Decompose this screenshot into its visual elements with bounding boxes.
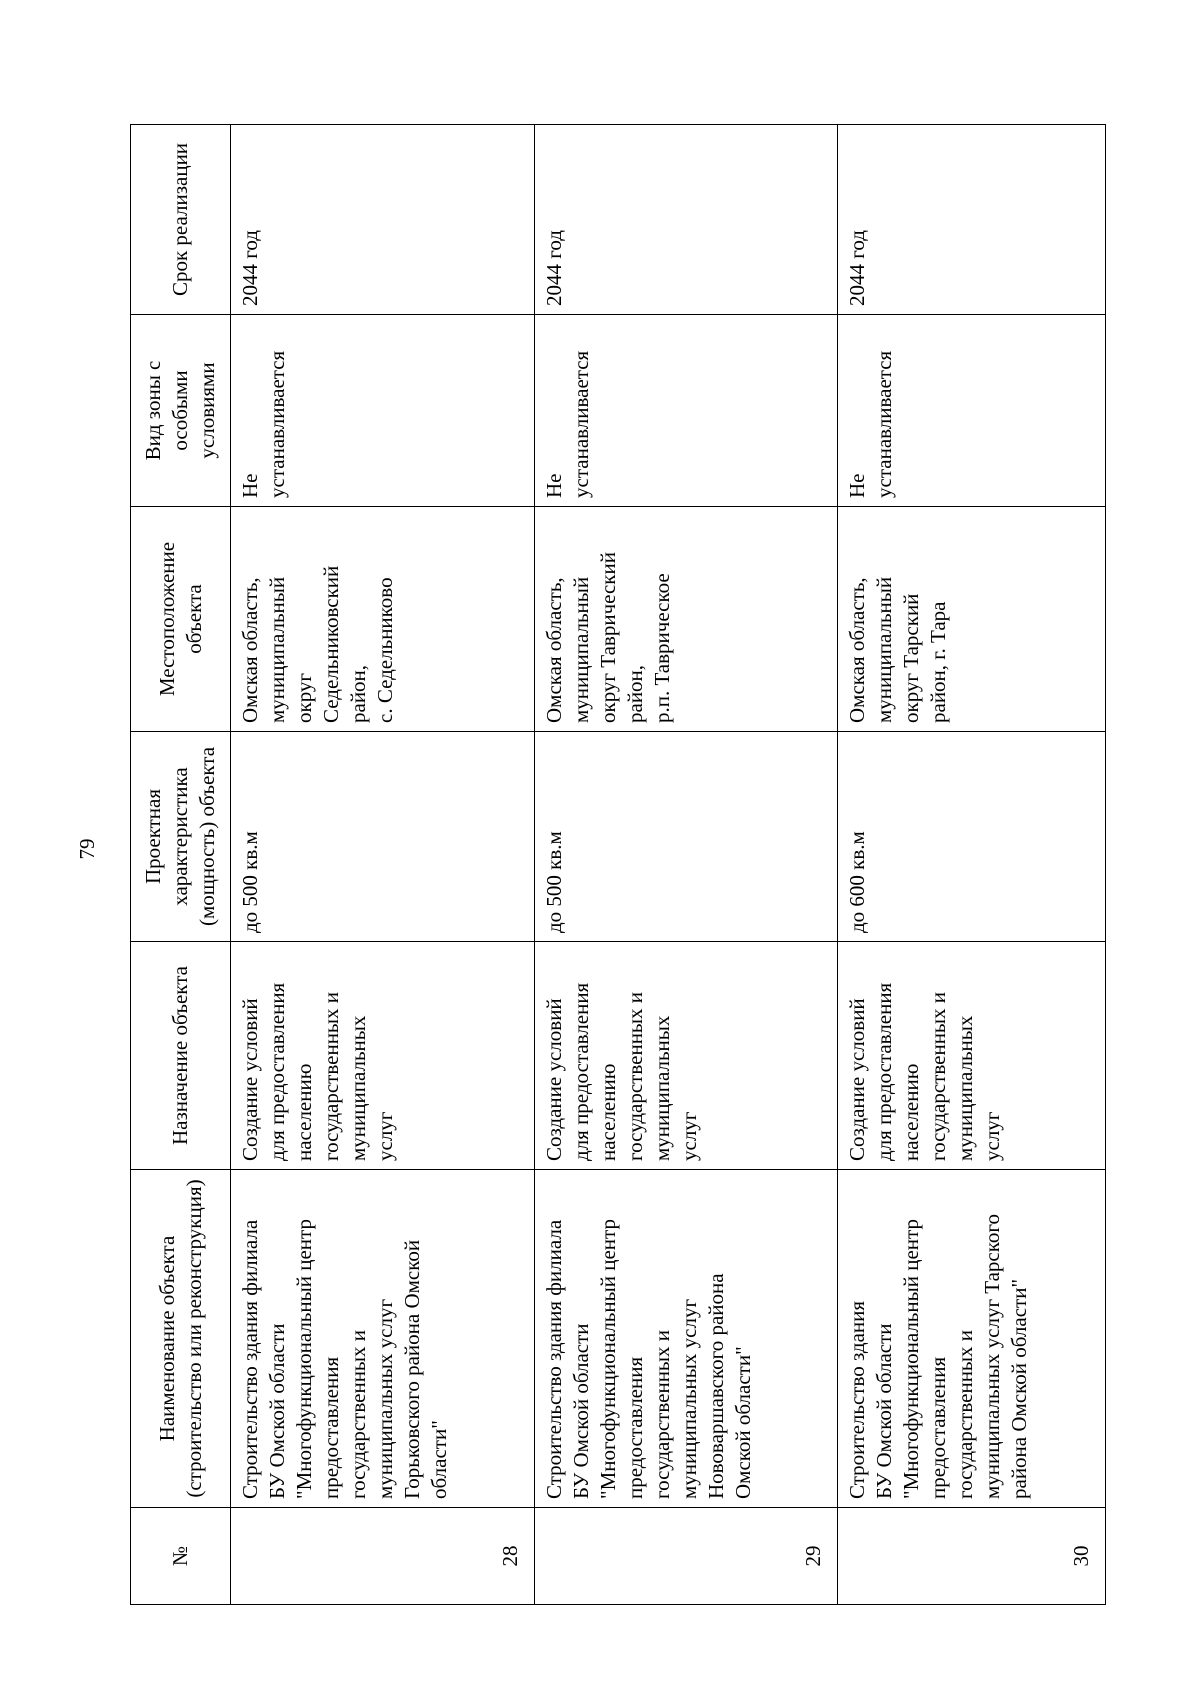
object-name-cell: Строительство здания филиала БУ Омской области "Многофункциональный центр предоставления государственных и муниципальных услуг Нововаршавского района Омской области" bbox=[534, 1170, 838, 1508]
object-capacity-cell: до 600 кв.м bbox=[838, 732, 1106, 942]
object-purpose-cell: Создание условий для предоставления населению государственных и муниципальных услуг bbox=[838, 942, 1106, 1170]
header-object-location: Местоположение объекта bbox=[131, 507, 231, 732]
table-row bbox=[838, 125, 1106, 1605]
table-header-row bbox=[131, 125, 231, 1605]
header-zone-type: Вид зоны с особыми условиями bbox=[131, 315, 231, 507]
header-term: Срок реализации bbox=[131, 125, 231, 315]
row-number: 29 bbox=[534, 1508, 838, 1605]
object-location-cell: Омская область, муниципальный округ Тарский район, г. Тара bbox=[838, 507, 1106, 732]
row-number: 28 bbox=[231, 1508, 535, 1605]
term-cell: 2044 год bbox=[231, 125, 535, 315]
zone-type-cell: Не устанавливается bbox=[231, 315, 535, 507]
object-name-cell: Строительство здания БУ Омской области "Многофункциональный центр предоставления государственных и муниципальных услуг Тарского района Омской области" bbox=[838, 1170, 1106, 1508]
page-number: 79 bbox=[75, 838, 99, 860]
object-purpose-cell: Создание условий для предоставления населению государственных и муниципальных услуг bbox=[534, 942, 838, 1170]
objects-table bbox=[130, 124, 1106, 1605]
table-row bbox=[231, 125, 535, 1605]
term-cell: 2044 год bbox=[534, 125, 838, 315]
object-capacity-cell: до 500 кв.м bbox=[534, 732, 838, 942]
objects-table-container bbox=[130, 125, 1106, 1605]
zone-type-cell: Не устанавливается bbox=[838, 315, 1106, 507]
object-capacity-cell: до 500 кв.м bbox=[231, 732, 535, 942]
header-object-purpose: Назначение объекта bbox=[131, 942, 231, 1170]
object-location-cell: Омская область, муниципальный округ Седельниковский район, с. Седельниково bbox=[231, 507, 535, 732]
header-object-capacity: Проектная характеристика (мощность) объекта bbox=[131, 732, 231, 942]
object-purpose-cell: Создание условий для предоставления населению государственных и муниципальных услуг bbox=[231, 942, 535, 1170]
term-cell: 2044 год bbox=[838, 125, 1106, 315]
object-name-cell: Строительство здания филиала БУ Омской области "Многофункциональный центр предоставления государственных и муниципальных услуг Горьковского района Омской области" bbox=[231, 1170, 535, 1508]
row-number: 30 bbox=[838, 1508, 1106, 1605]
object-location-cell: Омская область, муниципальный округ Таврический район, р.п. Таврическое bbox=[534, 507, 838, 732]
zone-type-cell: Не устанавливается bbox=[534, 315, 838, 507]
header-object-name: Наименование объекта (строительство или реконструкция) bbox=[131, 1170, 231, 1508]
header-number: № bbox=[131, 1508, 231, 1605]
table-row bbox=[534, 125, 838, 1605]
